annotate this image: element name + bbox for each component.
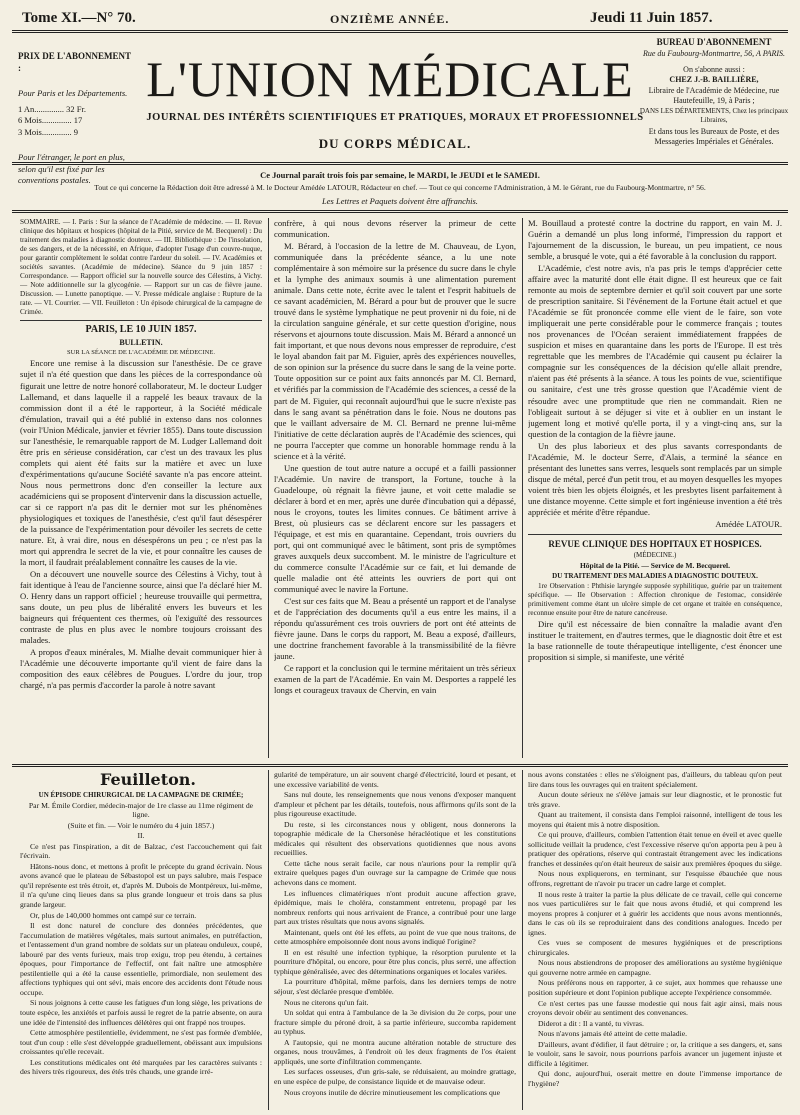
column-divider xyxy=(522,218,523,758)
prix-for: Pour Paris et les Départements. xyxy=(18,88,128,99)
paragraph: Nous ne citerons qu'un fait. xyxy=(284,997,369,1007)
paragraph: Sans nul doute, les renseignements que nous venons d'exposer manquent d'ampleur et pêchent par les détails, toutefois, nous affirmons qu'ils sont de la plus rigoureuse exactitude. xyxy=(274,790,516,819)
paragraph: Un des plus laborieux et des plus savants correspondants de l'Académie, M. le docteur Serre, d'Alais, a terminé la séance en présentant des lunettes sans verres, lesquels sont remplacés par un simple disque de métal, percé d'un petit trou, et au moyen desquelles les myopes voient très bien les objets éloignés, et les presbytes lisent parfaitement à une distance moyenne. Cette simple et fort ingénieuse invention a été très appréciée et mérite d'être répandue. xyxy=(528,440,782,517)
subscription-box xyxy=(18,50,136,187)
feuilleton-suite: (Suite et fin. — Voir le numéro du 4 juin 1857.) xyxy=(67,820,215,830)
prix-row: 6 Mois.............. 17 xyxy=(18,115,83,126)
paragraph: Ces vues se composent de mesures hygiéniques et de prescriptions chirurgicales. xyxy=(528,938,782,957)
dateline: PARIS, LE 10 JUIN 1857. xyxy=(85,324,197,335)
signature: Amédée LATOUR. xyxy=(715,518,782,529)
column-1 xyxy=(20,218,262,758)
paragraph: Ce n'est certes pas une fausse modestie qui nous fait agir ainsi, mais nous croyons devoir obéir au sentiment des convenances. xyxy=(528,998,782,1018)
paragraph: Les influences climatériques n'ont produit aucune affection grave, épidémique, mais le choléra, constamment entretenu, propagé par les nombreux renforts qui nous arrivaient de France, a contribué pour une large part aux tristes résultats que nous avons signalés. xyxy=(274,888,516,927)
paragraph: La pourriture d'hôpital, même parfois, dans les derniers temps de notre séjour, s'est déclarée presque d'emblée. xyxy=(274,977,516,997)
bureau-title: BUREAU D'ABONNEMENT xyxy=(656,37,772,47)
masthead-subtitle-2: DU CORPS MÉDICAL. xyxy=(318,136,472,151)
feuilleton-column-1 xyxy=(20,770,262,1110)
paragraph: Les surfaces osseuses, d'un gris-sale, se réduisaient, au moindre grattage, en une espèce de pulpe, de consistance liquide et de mauvaise odeur. xyxy=(274,1067,516,1086)
feuilleton-column-2 xyxy=(274,770,516,1110)
bureau-dep: DANS LES DÉPARTEMENTS, Chez les principaux Libraires, xyxy=(639,106,789,124)
paragraph: Ce rapport et la conclusion qui le termine méritaient un très sérieux examen de la part de l'Académie. En vain M. Desportes a rappelé les longs et courageux travaux de Chervin, en vain xyxy=(274,663,516,696)
tome-number: Tome XI.—N° 70. xyxy=(22,10,136,26)
notice-letters: Les Lettres et Paquets doivent être affranchis. xyxy=(322,196,478,206)
paragraph: Cette atmosphère pestilentielle, évidemment, ne s'est pas formée d'emblée, tout d'un coup : elle s'est développée graduellement, obéissant aux impulsions croissantes qu'elle recevait. xyxy=(20,1028,262,1057)
paragraph: Nous croyons inutile de décrire minutieusement les complications que xyxy=(284,1087,501,1097)
paragraph: Hâtons-nous donc, et mettons à profit le précepte du grand écrivain. Nous avons avancé que le plateau de Sébastopol est un pays salubre, mais l'espace qu'il représente est très étroit, et, d'après M. Dubois de Montpéreux, lui-même, il n'a qu'une cinq lieues dans sa plus grande longueur et trois dans sa plus grande largeur. xyxy=(20,861,262,909)
masthead-rule xyxy=(12,162,788,165)
prix-title: PRIX DE L'ABONNEMENT : xyxy=(18,51,131,74)
paragraph: A l'autopsie, qui ne montra aucune altération notable de structure des organes, nous trouvâmes, à l'endroit où les deux fragments de l'os étaient appliqués, une sorte d'infiltration commençante. xyxy=(274,1037,516,1066)
observations: 1re Observation : Phthisie laryngée supposée syphilitique, guérie par un traitement spécifique. — IIe Observation : Affection chronique de l'estomac, considérée primitivement comme étant un ulcère simple de cet organe et traitée en conséquence, reconnue ensuite pour être de nature cancéreuse. xyxy=(528,582,782,618)
paragraph: Nous nous abstiendrons de proposer des améliorations au système hygiénique qui gouverne notre armée en campagne. xyxy=(528,958,782,977)
paragraph: Encore une remise à la discussion sur l'anesthésie. De ce grave sujet il n'a été question que dans les pièces de la correspondance où figurait une lettre de notre honoré collaborateur, M. le docteur Ludger Lallemand, et dans laquelle il a rappelé les beaux travaux de la commission dont il a été le rapporteur, à la Société médicale d'émulation, travail qui a été publié in extenso dans nos colonnes (voir l'Union Médicale, janvier et février 1855). Dans toute discussion sur l'anesthésie, le remarquable rapport de M. Ludger Lallemand doit être pris en sérieuse considération, car c'est un des travaux les plus complets qui aient été faits sur la matière et avec un luxe d'expérimentations qu'aucune Société savante n'a pas encore atteint. Nous nous permettrons donc d'en conseiller la lecture aux académiciens qui se proposent d'intervenir dans la discussion actuelle, car si ce rapport n'a pas dit le dernier mot sur les phénomènes physiologiques et toxiques de l'anesthésie, c'est qu'il faut désespérer de la puissance de l'expérimentation pour dévoiler les secrets de cette nature. Et, à vrai dire, nous en désespérons un peu ; ce n'est pas la mort qui apprendra le secret de la vie, et pour connaître les causes de la mort, il faudrait préalablement connaître les causes de la vie. xyxy=(20,358,262,568)
top-rule xyxy=(12,30,788,33)
paragraph: C'est sur ces faits que M. Beau a présenté un rapport et de l'analyse et de l'appréciation des documents qu'il a eus entre les mains, il a répondu qu'assurément ces trois ouvriers de port ont été atteints de fièvre jaune. Dans le corps du rapport, M. Beau a exposé, d'ailleurs, une doctrine franchement favorable à la transmissibilité de la fièvre jaune. xyxy=(274,596,516,662)
paragraph: Du reste, si les circonstances nous y obligent, nous donnerons la topographie médicale de la Chersonèse héracléotique et les constitutions médicales qui résultent des observations quotidiennes que nous avons recueillies. xyxy=(274,819,516,858)
paragraph: L'Académie, c'est notre avis, n'a pas pris le temps d'apprécier cette affaire avec la maturité dont elle était digne. Il est heureux que ce fait remonte au mois de septembre dernier et qu'il soit couvert par une sorte de prescription sanitaire. Si l'événement de la Fortune était actuel et que l'Académie se fût prononcée comme elle vient de le faire, son vote impliquerait une perte considérable pour le commerce français ; toutes nos provenances de l'Océan seraient immédiatement frappées de suspicion et mises en quarantaine dans les ports de l'Europe. Il est très regrettable que les membres de l'Académie qui causent pu éclairer la compagnie sur les conséquences de la décision qu'elle allait prendre, n'aient pas été présents à la séance. A tous les points de vue, scientifique ou sanitaire, c'est une très grosse question que l'Académie vient de résoudre avec une promptitude que rien ne commandait. Rien ne l'obligeait surtout à se déjuger si vite et à oublier en un instant le jugement long et motivé qu'elle porta, il y a vingt-cinq ans, sur la question de la contagion de la fièvre jaune. xyxy=(528,263,782,439)
bureau-postes: Et dans tous les Bureaux de Poste, et des Messageries Impériales et Générales. xyxy=(648,126,780,147)
prix-etranger: Pour l'étranger, le port en plus, selon qu'il est fixé par les conventions postales. xyxy=(18,152,125,186)
paragraph: Une question de tout autre nature a occupé et a failli passionner l'Académie. Un navire de transport, la Fortune, touche à la Guadeloupe, où régnait la fièvre jaune, et voit cette maladie se déclarer à bord et en mer, après une durée d'incubation qui a dépassé, nous le croyons, toutes les limites connues. Ce bâtiment arrive à Brest, où plusieurs cas se déclarent encore sur les passagers et l'équipage, et est mis en quarantaine. Cependant, trois ouvriers du port, qui ont communiqué avec le bâtiment, sont pris de symptômes graves auxquels deux succombent. M. le ministre de l'agriculture et du commerce consulte l'Académie sur ce fait, et lui demande de quelle maladie ont été atteints les ouvriers de port qui ont communiqué avec le navire la Fortune. xyxy=(274,462,516,595)
paragraph: gularité de température, un air souvent chargé d'électricité, lourd et pesant, et une excessive variabilité de vents. xyxy=(274,770,516,789)
revue-title: REVUE CLINIQUE DES HOPITAUX ET HOSPICES. xyxy=(548,538,762,549)
paragraph: Il est donc naturel de conclure des données précédentes, que l'accumulation de matières végétales, mais surtout animales, en putréfaction, et l'entassement d'un grand nombre de soldats sur un plateau onduleux, coupé, labouré par des vents furieux, mais trop exigu, trop peu étendu, à certaines époques, pour l'importance de l'effectif, ont fait naître une atmosphère pestilentielle qui a été la cause essentielle, primordiale, non seulement des affections typhiques qui ont sévi, mais encore des accidents dont l'étude nous occupe. xyxy=(20,921,262,997)
feuilleton-heading: UN ÉPISODE CHIRURGICAL DE LA CAMPAGNE DE CRIMÉE; xyxy=(38,790,244,799)
prix-row: 1 An.............. 32 Fr. xyxy=(18,103,87,114)
paragraph: M. Bouillaud a protesté contre la doctrine du rapport, en vain M. J. Guérin a demandé un plus long informé, l'impression du rapport et l'ajournement de la discussion, le bureau, un peu impatient, ce nous semble, a brusqué le vote, qui a été favorable à la conclusion du rapport. xyxy=(528,218,782,262)
hopital-line: Hôpital de la Pitié. — Service de M. Becquerel. xyxy=(579,561,731,571)
feuilleton-section: II. xyxy=(137,831,145,841)
paragraph: Il nous reste à traiter la partie la plus délicate de ce travail, celle qui concerne nos vues particulières sur le fait que nous avons étudié, et qui comprend les moyens propres à conjurer et à guérir les accidents que nous avons mentionnés, dans le cas où ils se reproduiraient dans des conditions analogues. Incedo per ignes. xyxy=(528,889,782,937)
masthead-subtitle: JOURNAL DES INTÉRÊTS SCIENTIFIQUES ET PRATIQUES, MORAUX ET PROFESSIONNELS xyxy=(146,112,644,123)
paragraph: Ce qui prouve, d'ailleurs, combien l'attention était tenue en éveil et avec quelle sollicitude veillait la prudence, c'est l'excessive réserve qu'on apporta peu à peu à pratiquer des opérations, réserve qui contrastait étrangement avec les indications franches et dessinées qu'on était heureux de saisir aux premières époques du siège. xyxy=(528,830,782,868)
prix-row: 3 Mois.............. 9 xyxy=(18,126,78,137)
paragraph: Diderot a dit : Il a vanté, tu vivras. xyxy=(538,1018,644,1028)
paragraph: On a découvert une nouvelle source des Célestins à Vichy, tout à fait identique à l'eau de l'ancienne source, ainsi que l'a déclaré hier M. O. Henry dans un rapport officiel ; heureuse trouvaille qui permettra, sans doute, un peu plus de libéralité envers les buveurs et les baigneurs qui fréquentent ces thermes, où l'exiguïté des ressources contraste de plus en plus avec le nombre toujours croissant des malades. xyxy=(20,569,262,646)
feuilleton-author: Par M. Émile Cordier, médecin-major de 1re classe au 11me régiment de ligne. xyxy=(28,800,254,820)
bureau-box xyxy=(638,37,790,148)
feuilleton-column-3 xyxy=(528,770,782,1110)
column-3 xyxy=(528,218,782,758)
traitement-title: DU TRAITEMENT DES MALADIES A DIAGNOSTIC DOUTEUX. xyxy=(552,572,758,581)
paragraph: Un soldat qui entra à l'ambulance de la 3e division du 2e corps, pour une fracture simple du péroné droit, à sa partie inférieure, succomba rapidement au typhus. xyxy=(274,1008,516,1037)
feuilleton-label: Feuilleton. xyxy=(100,770,196,789)
paragraph: Nous nous expliquerons, en terminant, sur l'esquisse ébauchée que nous offrons, regrettant de n'avoir pu tracer un cadre large et complet. xyxy=(528,869,782,889)
paragraph: D'ailleurs, avant d'édifier, il faut détruire ; or, la critique a ses dangers, et, sans le vouloir, sans le savoir, nous pourrions parfois avancer un jugement injuste et difficile à légitimer. xyxy=(528,1039,782,1068)
notice-frequency: Ce Journal paraît trois fois par semaine, le MARDI, le JEUDI et le SAMEDI. xyxy=(260,170,540,180)
column-divider xyxy=(268,770,269,1110)
paragraph: Or, plus de 140,000 hommes ont campé sur ce terrain. xyxy=(30,910,197,920)
paragraph: Cette tâche nous serait facile, car nous n'aurions pour la remplir qu'à extraire quelques pages d'un ouvrage sur la campagne de Crimée que nous achevons dans ce moment. xyxy=(274,858,516,888)
paragraph: Il en est résulté une infection typhique, la résorption purulente et la pourriture d'hôpital, ou encore, pour être plus concis, plus serré, une affection typhique généralisée, avec des déterminations organiques et locales variées. xyxy=(274,947,516,976)
paragraph: M. Bérard, à l'occasion de la lettre de M. Chauveau, de Lyon, communiquée dans la précédente séance, a lu une note complémentaire à son mémoire sur la présence du sucre dans le chyle et la lymphe des animaux soumis à une alimentation purement animale. Dans cette note, écrite avec le talent et l'esprit habituels de ce savant académicien, M. Bérard a pour but de prouver que le sucre trouvé dans le système lymphatique ne peut provenir ni du foie, ni de la circulation sanguine générale, et sur cette question d'origine, nous réservons et ajournons toute discussion. Mais M. Bérard a annoncé un fait important, et que nous devons nous empresser de reproduire, c'est le loyal abandon fait par M. Figuier, après des expériences nouvelles, de son opinion sur la présence du sucre dans le sang de la veine porte. Toute opposition sur ce point aux faits annoncés par M. Cl. Bernard, et vérifiés par la commission de l'Académie des sciences, a cessé de la part de M. Figuier, qui reconnaît aujourd'hui que le sucre n'existe pas dans le sang avant sa pénétration dans le foie. Nous ne doutons pas que le vaillant adversaire de M. Cl. Bernard ne prenne lui-même l'initiative de cette déclaration auprès de l'Académie des sciences, qui ne pourra l'accepter que comme un honorable hommage rendu à la science et à la vérité. xyxy=(274,241,516,461)
bulletin-subtitle: SUR LA SÉANCE DE L'ACADÉMIE DE MÉDECINE. xyxy=(67,349,215,357)
notice-redaction: Tout ce qui concerne la Rédaction doit être adressé à M. le Docteur Amédée LATOUR, Rédacteur en chef. — Tout ce qui concerne l'Administration, à M. le Gérant, rue du Faubourg-Montmartre, n° 56. xyxy=(94,183,706,192)
bureau-chez: CHEZ J.-B. BAILLIÈRE, xyxy=(669,75,759,85)
revue-subtitle: (MÉDECINE.) xyxy=(633,551,677,560)
paragraph: Nous n'avons jamais été atteint de cette maladie. xyxy=(538,1029,688,1039)
bureau-addr: Rue du Faubourg-Montmartre, 56, A PARIS. xyxy=(642,48,786,58)
masthead-title: L'UNION MÉDICALE xyxy=(146,51,634,107)
paragraph: A propos d'eaux minérales, M. Mialhe devait communiquer hier à l'Académie une découverte importante qu'il vient de faire dans la composition des eaux célèbres de Pougues. L'ordre du jour, trop chargé, n'a pas permis d'accorder la parole à notre savant xyxy=(20,647,262,691)
paragraph: nous avons constatées : elles ne s'éloignent pas, d'ailleurs, du tableau qu'on peut lire dans tous les ouvrages qui en traitent spécialement. xyxy=(528,770,782,789)
bureau-libraire: Libraire de l'Académie de Médecine, rue Hautefeuille, 19, à Paris ; xyxy=(648,85,780,106)
paragraph: confrère, à qui nous devons réserver la primeur de cette communication. xyxy=(274,218,516,240)
notice-rule xyxy=(12,210,788,213)
paragraph: Les constitutions médicales ont été marquées par les caractères suivants : des hivers très rigoureux, des étés très chauds, une grande irré- xyxy=(20,1057,262,1077)
column-2 xyxy=(274,218,516,758)
paragraph: Ce n'est pas l'inspiration, a dit de Balzac, c'est l'accouchement qui fait l'écrivain. xyxy=(20,841,262,861)
paragraph: Nous préférons nous en rapporter, à ce sujet, aux hommes que rehausse une position supérieure et dont l'opinion publique accepte l'expérience consommée. xyxy=(528,978,782,998)
paragraph: Dire qu'il est nécessaire de bien connaître la maladie avant d'en instituer le traitement, en d'autres termes, que le diagnostic doit être et est la base rationnelle de toute thérapeutique intelligente, c'est énoncer une proposition si simple, si manifeste, une vérité xyxy=(528,619,782,663)
column-divider xyxy=(522,770,523,1110)
bureau-abonne: On s'abonne aussi : xyxy=(683,65,745,75)
sommaire: SOMMAIRE. — I. Paris : Sur la séance de l'Académie de médecine. — II. Revue clinique des hôpitaux et hospices (hôpital de la Pitié, service de M. Becquerel) : Du traitement des maladies à diagnostic douteux. — III. Bibliothèque : De l'insolation, de ses dangers, et de la nécessité, en Afrique, d'adopter l'usage d'un couvre-nuque, pour garantir complétement le soldat contre l'ardeur du soleil. — IV. Académies et sociétés savantes. (Académie de médecine). Séance du 9 juin 1857 : Correspondance. — Rapport officiel sur la nouvelle source des Célestins, à Vichy. — Note additionnelle sur la glycogénie. — Rapport sur un cas de fièvre jaune. Discussion. — Lunette panoptique. — V. Presse médicale anglaise : Rupture de la rate. — VI. Courrier. — VII. Feuilleton : Un épisode chirurgical de la campagne de Crimée. xyxy=(20,218,262,316)
column-divider xyxy=(268,218,269,758)
paragraph: Aucun doute sérieux ne s'élève jamais sur leur diagnostic, et le pronostic fut très grave. xyxy=(528,790,782,809)
paragraph: Si nous joignons à cette cause les fatigues d'un long siège, les privations de toute espèce, les anxiétés et parfois aussi le regret de la patrie absente, on aura une idée de l'intensité des influences délétères qui ont frappé nos troupes. xyxy=(20,998,262,1027)
feuilleton-rule xyxy=(12,764,788,767)
bulletin-title: BULLETIN. xyxy=(119,337,163,347)
paragraph: Quant au traitement, il consista dans l'emploi raisonné, intelligent de tous les moyens qui étaient mis à notre disposition. xyxy=(528,810,782,829)
paragraph: Maintenant, quels ont été les effets, au point de vue que nous traitons, de cette atmosphère empoisonnée dont nous avons indiqué l'origine? xyxy=(274,927,516,947)
issue-date: Jeudi 11 Juin 1857. xyxy=(590,10,713,26)
paragraph: Qui donc, aujourd'hui, oserait mettre en doute l'immense importance de l'hygiène? xyxy=(528,1069,782,1088)
edition-year: ONZIÈME ANNÉE. xyxy=(330,12,450,26)
